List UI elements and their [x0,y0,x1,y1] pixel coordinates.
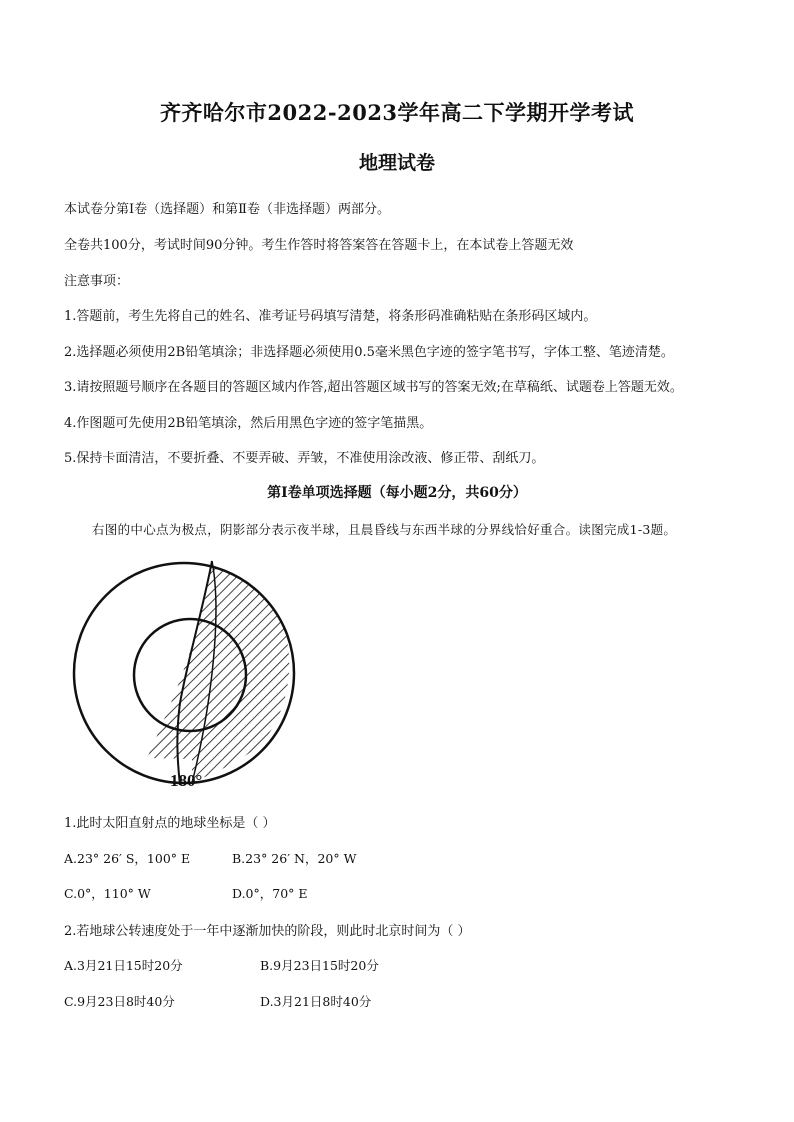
question-1-option-a[interactable]: A.23° 26′ S，100° E [64,851,191,866]
question-1-option-d[interactable]: D.0°，70° E [232,886,308,901]
question-1-option-b[interactable]: B.23° 26′ N，20° W [232,851,357,866]
question-2-option-b[interactable]: B.9月23日15时20分 [260,958,379,973]
section-title: 第Ⅰ卷单项选择题（每小题2分，共60分） [267,485,527,501]
note-line-1: 本试卷分第Ⅰ卷（选择题）和第Ⅱ卷（非选择题）两部分。 [64,202,390,217]
question-2-option-c[interactable]: C.9月23日8时40分 [64,994,175,1009]
notes-heading: 注意事项： [64,274,130,289]
note-item-1: 1.答题前，考生先将自己的姓名、准考证号码填写清楚，将条形码准确粘贴在条形码区域内。 [64,309,597,324]
question-2-stem: 2.若地球公转速度处于一年中逐渐加快的阶段，则此时北京时间为（ ） [64,924,471,939]
question-1-stem: 1.此时太阳直射点的地球坐标是（ ） [64,816,276,831]
note-item-3: 3.请按照题号顺序在各题目的答题区域内作答,超出答题区域书写的答案无效;在草稿纸、试题卷上答题无效。 [64,380,683,395]
note-line-2: 全卷共100分，考试时间90分钟。考生作答时将答案答在答题卡上，在本试卷上答题无效 [64,238,574,253]
note-item-2: 2.选择题必须使用2B铅笔填涂；非选择题必须使用0.5毫米黑色字迹的签字笔书写，字体工整、笔迹清楚。 [64,345,674,360]
meridian-label: 180° [170,771,203,790]
question-2-option-a[interactable]: A.3月21日15时20分 [64,958,183,973]
question-1-option-c[interactable]: C.0°，110° W [64,886,151,901]
question-2-option-d[interactable]: D.3月21日8时40分 [260,994,372,1009]
page-title: 齐齐哈尔市2022-2023学年高二下学期开学考试 [159,100,635,125]
section-intro: 右图的中心点为极点，阴影部分表示夜半球，且晨昏线与东西半球的分界线恰好重合。读图完成1-3题。 [92,522,677,537]
polar-diagram [62,553,308,799]
note-item-5: 5.保持卡面清洁，不要折叠、不要弄破、弄皱，不准使用涂改液、修正带、刮纸刀。 [64,451,545,466]
note-item-4: 4.作图题可先使用2B铅笔填涂，然后用黑色字迹的签字笔描黑。 [64,416,433,431]
page-subtitle: 地理试卷 [358,152,435,174]
